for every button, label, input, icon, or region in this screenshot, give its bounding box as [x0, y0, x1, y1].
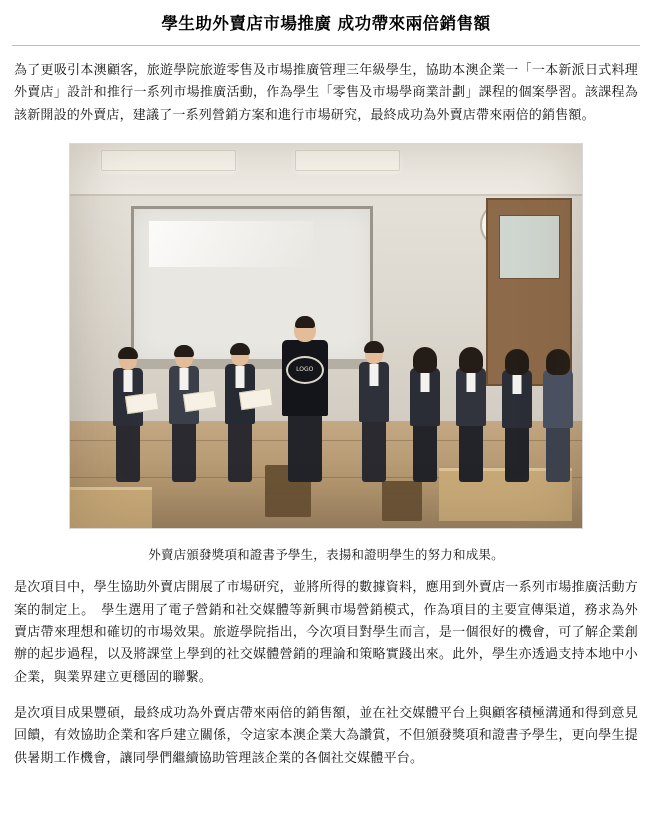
person: [495, 334, 539, 482]
person-shirt: [180, 368, 189, 390]
person-hair: [505, 349, 529, 375]
person-legs: [228, 422, 252, 482]
person: [352, 326, 396, 482]
presenter: [275, 306, 335, 482]
person-torso: [359, 362, 389, 422]
person-hair: [459, 347, 483, 373]
person-hair: [413, 347, 437, 373]
person-torso: [543, 370, 573, 428]
person-torso: [410, 368, 440, 426]
person-legs: [172, 422, 196, 482]
person: [403, 332, 447, 482]
person-shirt: [369, 364, 378, 386]
ceiling-light-icon: [295, 150, 399, 171]
person-legs: [505, 426, 529, 482]
person-torso: [282, 340, 328, 416]
article-figure: [12, 143, 640, 563]
person-hair: [546, 349, 570, 375]
person-shirt: [466, 370, 475, 392]
person-head: [365, 343, 383, 364]
person-shirt: [236, 366, 245, 388]
person: [162, 330, 206, 482]
article-paragraph-2: 是次項目中，學生協助外賣店開展了市場研究，並將所得的數據資料，應用到外賣店一系列市場推廣活動方案的制定上。 學生選用了電子營銷和社交媒體等新興市場營銷模式，作為項目的主要宣傳渠道，務求為外賣店帶來理想和確切的市場效果。旅遊學院指出，今次項目對學生而言，是一個很好的機會，可了解企業創辦的起步過程，以及將課堂上學到的社交媒體營銷的理論和策略實踐出來。此外，學生亦透過支持本地中小企業，與業界建立更穩固的聯繫。: [14, 580, 638, 685]
person-head: [119, 349, 137, 370]
person-legs: [413, 424, 437, 482]
person-head: [294, 318, 316, 342]
person-shirt: [123, 370, 132, 392]
jacket-logo: LOGO: [286, 356, 324, 384]
side-table: [69, 487, 152, 528]
person-legs: [116, 424, 140, 482]
person-hair: [174, 345, 194, 357]
person-hair: [295, 316, 315, 328]
figure-caption: 外賣店頒發獎項和證書予學生，表揚和證明學生的努力和成果。: [148, 547, 504, 563]
article-page: [0, 12, 652, 831]
article-paragraph-3: 是次項目成果豐碩，最終成功為外賣店帶來兩倍的銷售額，並在社交媒體平台上與顧客積極溝通和得到意見回饋，有效協助企業和客戶建立關係，令這家本澳企業大為讚賞，不但頒發獎項和證書予學生，更向學生提供暑期工作機會，讓同學們繼續協助管理該企業的各個社交媒體平台。: [14, 705, 638, 766]
person-hair: [364, 341, 384, 353]
screen-glare: [149, 221, 314, 267]
photo-scene: [70, 144, 582, 528]
person-torso: [456, 368, 486, 426]
person: [449, 332, 493, 482]
door-window: [499, 215, 560, 280]
person-legs: [362, 420, 386, 482]
chair: [382, 481, 422, 521]
page-title: 學生助外賣店市場推廣 成功帶來兩倍銷售額: [161, 14, 491, 33]
person-legs: [546, 426, 570, 482]
person-head: [549, 351, 567, 372]
person-shirt: [512, 372, 521, 394]
title-divider: [12, 45, 640, 46]
person-legs: [288, 412, 322, 482]
person-hair: [230, 343, 250, 355]
person-head: [416, 349, 434, 370]
person-legs: [459, 424, 483, 482]
person: [218, 328, 262, 482]
article-photo: [69, 143, 583, 529]
person-shirt: [420, 370, 429, 392]
person-hair: [118, 347, 138, 359]
person-torso: [502, 370, 532, 428]
person-head: [175, 347, 193, 368]
person-head: [231, 345, 249, 366]
person-head: [508, 351, 526, 372]
person-head: [462, 349, 480, 370]
person: [536, 334, 580, 482]
person: [106, 332, 150, 482]
ceiling-light-icon: [101, 150, 236, 171]
article-paragraph-1: 為了更吸引本澳顧客，旅遊學院旅遊零售及市場推廣管理三年級學生，協助本澳企業一「一本新派日式料理外賣店」設計和推行一系列市場推廣活動，作為學生「零售及市場學商業計劃」課程的個案學習。該課程為該新開設的外賣店，建議了一系列營銷方案和進行市場研究，最終成功為外賣店帶來兩倍的銷售額。: [14, 63, 638, 123]
